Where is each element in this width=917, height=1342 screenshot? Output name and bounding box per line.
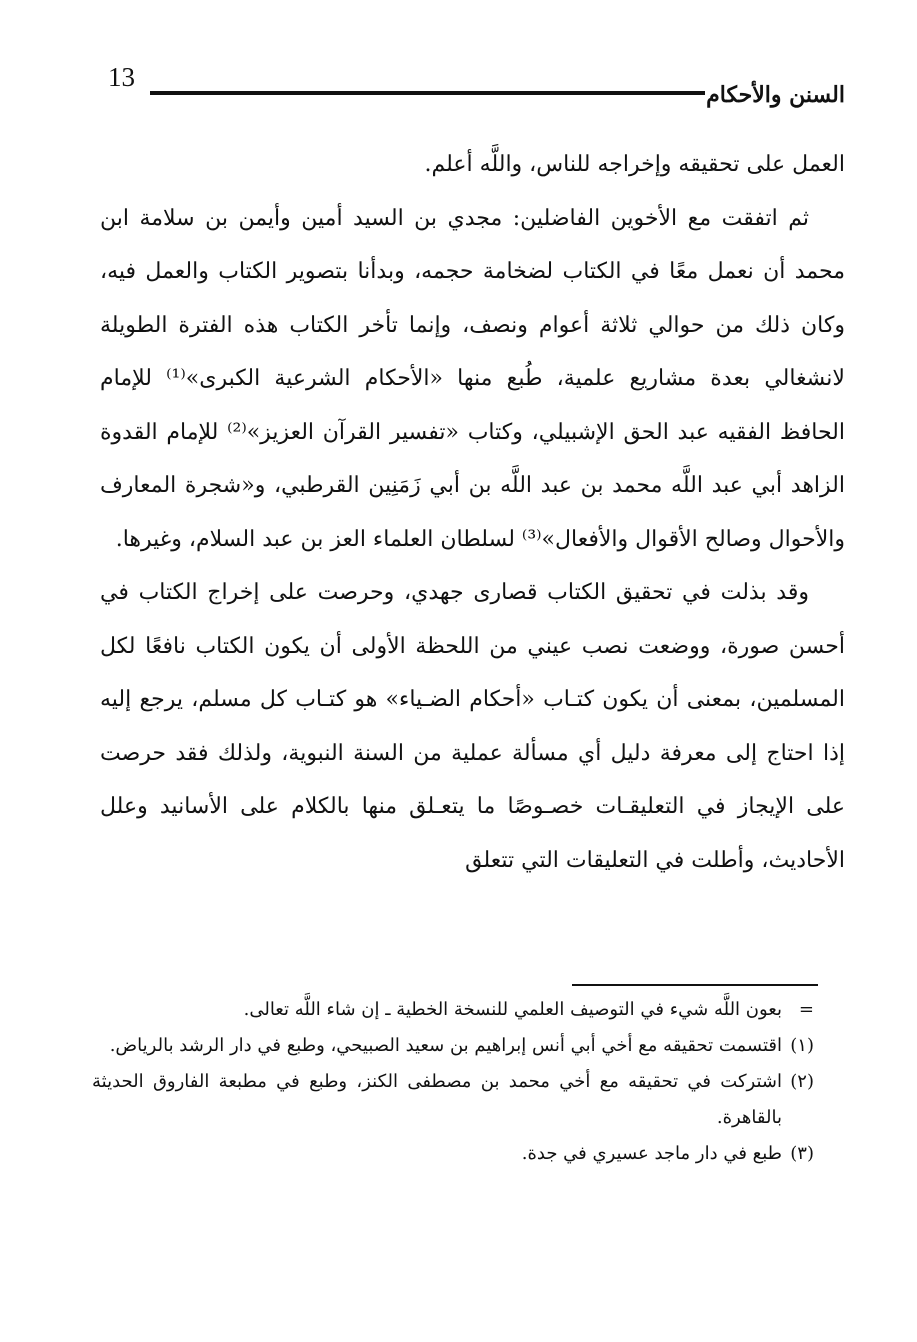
paragraph-3: وقد بذلت في تحقيق الكتاب قصارى جهدي، وحرصت على إخراج الكتاب في أحسن صورة، ووضعت نصب عيني من اللحظة الأولى أن يكون الكتاب نافعًا لكل المسلمين، بمعنى أن يكون كتـاب «أحكام الضـياء» هو كتـاب كل مسلم، يرجع إليه إذا احتاج إلى معرفة دليل أي مسألة عملية من السنة النبوية، ولذلك فقد حرصت على الإيجاز في التعليقـات خصـوصًا ما يتعـلق منها بالكلام على الأسانيد وعلل الأحاديث، وأطلت في التعليقات التي تتعلق (100, 580, 845, 873)
running-header (100, 62, 845, 112)
page-number: 13 (108, 62, 135, 92)
footnote-marker: = (798, 999, 814, 1020)
footnote-marker: (٢) (790, 1071, 814, 1092)
footnote-1 (92, 1028, 814, 1064)
footnote-text: طبع في دار ماجد عسيري في جدة. (521, 1143, 782, 1164)
footnotes (92, 992, 814, 1172)
paragraph-2: ثم اتفقت مع الأخوين الفاضلين: مجدي بن السيد أمين وأيمن بن سلامة ابن محمد أن نعمل معًا في الكتاب لضخامة حجمه، وبدأنا بتصوير الكتاب والعمل فيه، وكان ذلك من حوالي ثلاثة أعوام ونصف، وإنما تأخر الكتاب هذه الفترة الطويلة لانشغالي بعدة مشاريع علمية، طُبع منها «الأحكام الشرعية الكبرى»⁽¹⁾ للإمام الحافظ الفقيه عبد الحق الإشبيلي، وكتاب «تفسير القرآن العزيز»⁽²⁾ للإمام القدوة الزاهد أبي عبد اللَّه محمد بن عبد اللَّه بن أبي زَمَنِين القرطبي، و«شجرة المعارف والأحوال وصالح الأقوال والأفعال»⁽³⁾ لسلطان العلماء العز بن عبد السلام، وغيرها. (100, 205, 845, 552)
footnote-text: اقتسمت تحقيقه مع أخي أبي أنس إبراهيم بن سعيد الصبيحي، وطبع في دار الرشد بالرياض. (109, 1035, 782, 1056)
running-title: السنن والأحكام (706, 82, 845, 108)
footnote-3 (92, 1136, 814, 1172)
footnote-2 (92, 1064, 814, 1136)
main-text (100, 138, 845, 887)
footnote-continuation (92, 992, 814, 1028)
footnote-text: اشتركت في تحقيقه مع أخي محمد بن مصطفى الكنز، وطبع في مطبعة الفاروق الحديثة بالقاهرة. (92, 1071, 782, 1128)
footnote-marker: (٣) (790, 1143, 814, 1164)
footnote-text: بعون اللَّه شيء في التوصيف العلمي للنسخة الخطية ـ إن شاء اللَّه تعالى. (243, 999, 782, 1020)
footnote-marker: (١) (790, 1035, 814, 1056)
paragraph-1: العمل على تحقيقه وإخراجه للناس، واللَّه أعلم. (424, 152, 845, 177)
header-rule (150, 91, 705, 95)
footnote-separator (572, 984, 818, 986)
